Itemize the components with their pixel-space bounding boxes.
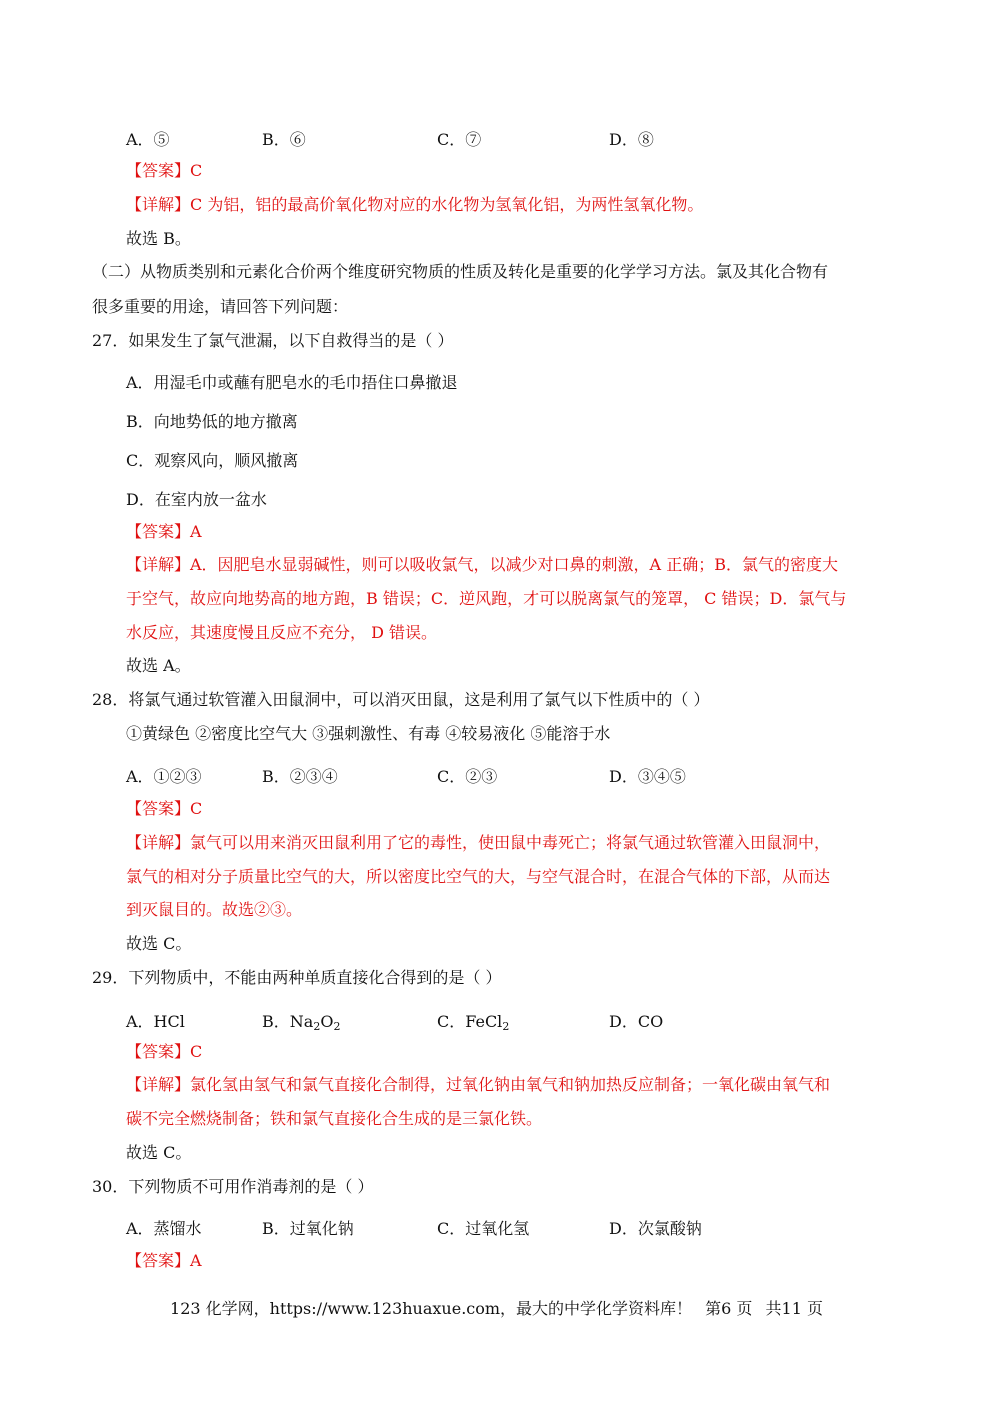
q28-option-d: D．③④⑤ xyxy=(609,767,686,786)
q27-choose: 故选 A。 xyxy=(126,656,191,675)
q29-option-d: D．CO xyxy=(609,1012,664,1031)
q27-option-b: B．向地势低的地方撤离 xyxy=(126,412,298,431)
q28-detail-line1: 【详解】氯气可以用来消灭田鼠利用了它的毒性，使田鼠中毒死亡；将氯气通过软管灌入田鼠洞中， xyxy=(126,833,831,852)
q30-answer: 【答案】A xyxy=(126,1251,202,1270)
footer-page-number: 第6 页 xyxy=(705,1299,753,1318)
q27-stem: 27．如果发生了氯气泄漏，以下自救得当的是（ ） xyxy=(92,331,454,350)
q29-option-c: C．FeCl$_2$ xyxy=(437,1012,510,1033)
q30-option-b: B．过氧化钠 xyxy=(262,1219,354,1238)
q30-stem: 30．下列物质不可用作消毒剂的是（ ） xyxy=(92,1177,374,1196)
footer-page-total: 共11 页 xyxy=(765,1299,823,1318)
q26-option-c: C．⑦ xyxy=(437,130,482,149)
q27-detail-line2: 于空气，故应向地势高的地方跑，B 错误；C．逆风跑，才可以脱离氯气的笼罩， C 错误；D．氯气与 xyxy=(126,589,847,608)
q28-option-b: B．②③④ xyxy=(262,767,338,786)
q30-option-c: C．过氧化氢 xyxy=(437,1219,530,1238)
q28-option-c: C．②③ xyxy=(437,767,498,786)
q29-answer: 【答案】C xyxy=(126,1042,203,1061)
q28-answer: 【答案】C xyxy=(126,799,203,818)
section-intro-line1: （二）从物质类别和元素化合价两个维度研究物质的性质及转化是重要的化学学习方法。氯及其化合物有 xyxy=(92,262,829,281)
q30-option-d: D．次氯酸钠 xyxy=(609,1219,702,1238)
q26-option-b: B．⑥ xyxy=(262,130,306,149)
q26-choose: 故选 B。 xyxy=(126,229,191,248)
q26-detail: 【详解】C 为铝，铝的最高价氧化物对应的水化物为氢氧化铝，为两性氢氧化物。 xyxy=(126,195,704,214)
q29-choose: 故选 C。 xyxy=(126,1143,192,1162)
q29-option-b: B．$Na_2O_2$ xyxy=(262,1012,341,1033)
q28-properties: ①黄绿色 ②密度比空气大 ③强刺激性、有毒 ④较易液化 ⑤能溶于水 xyxy=(126,724,611,743)
q28-detail-line3: 到灭鼠目的。故选②③。 xyxy=(126,900,303,919)
q26-option-d: D．⑧ xyxy=(609,130,654,149)
q26-answer: 【答案】C xyxy=(126,161,203,180)
q27-option-d: D．在室内放一盆水 xyxy=(126,490,267,509)
q28-option-a: A．①②③ xyxy=(126,767,202,786)
q30-option-a: A．蒸馏水 xyxy=(126,1219,202,1238)
q28-stem: 28．将氯气通过软管灌入田鼠洞中，可以消灭田鼠，这是利用了氯气以下性质中的（ ） xyxy=(92,690,710,709)
footer-site-text: 123 化学网，https://www.123huaxue.com，最大的中学化学资料库！ xyxy=(170,1299,693,1318)
q28-detail-line2: 氯气的相对分子质量比空气的大，所以密度比空气的大，与空气混合时，在混合气体的下部，从而达 xyxy=(126,867,831,886)
q29-stem: 29．下列物质中，不能由两种单质直接化合得到的是（ ） xyxy=(92,968,502,987)
q27-detail-line3: 水反应，其速度慢且反应不充分， D 错误。 xyxy=(126,623,438,642)
q29-detail-line1: 【详解】氯化氢由氢气和氯气直接化合制得，过氧化钠由氧气和钠加热反应制备；一氧化碳由氧气和 xyxy=(126,1075,831,1094)
section-intro-line2: 很多重要的用途，请回答下列问题： xyxy=(92,297,349,316)
q26-option-a: A．⑤ xyxy=(126,130,170,149)
q27-option-c: C．观察风向，顺风撤离 xyxy=(126,451,299,470)
q27-answer: 【答案】A xyxy=(126,522,202,541)
q28-choose: 故选 C。 xyxy=(126,934,192,953)
q27-option-a: A．用湿毛巾或蘸有肥皂水的毛巾捂住口鼻撤退 xyxy=(126,373,458,392)
q29-option-a: A．HCl xyxy=(126,1012,185,1031)
page-footer xyxy=(0,1298,993,1320)
q29-detail-line2: 碳不完全燃烧制备；铁和氯气直接化合生成的是三氯化铁。 xyxy=(126,1109,543,1128)
q27-detail-line1: 【详解】A．因肥皂水显弱碱性，则可以吸收氯气，以减少对口鼻的刺激，A 正确；B．氯气的密度大 xyxy=(126,555,838,574)
